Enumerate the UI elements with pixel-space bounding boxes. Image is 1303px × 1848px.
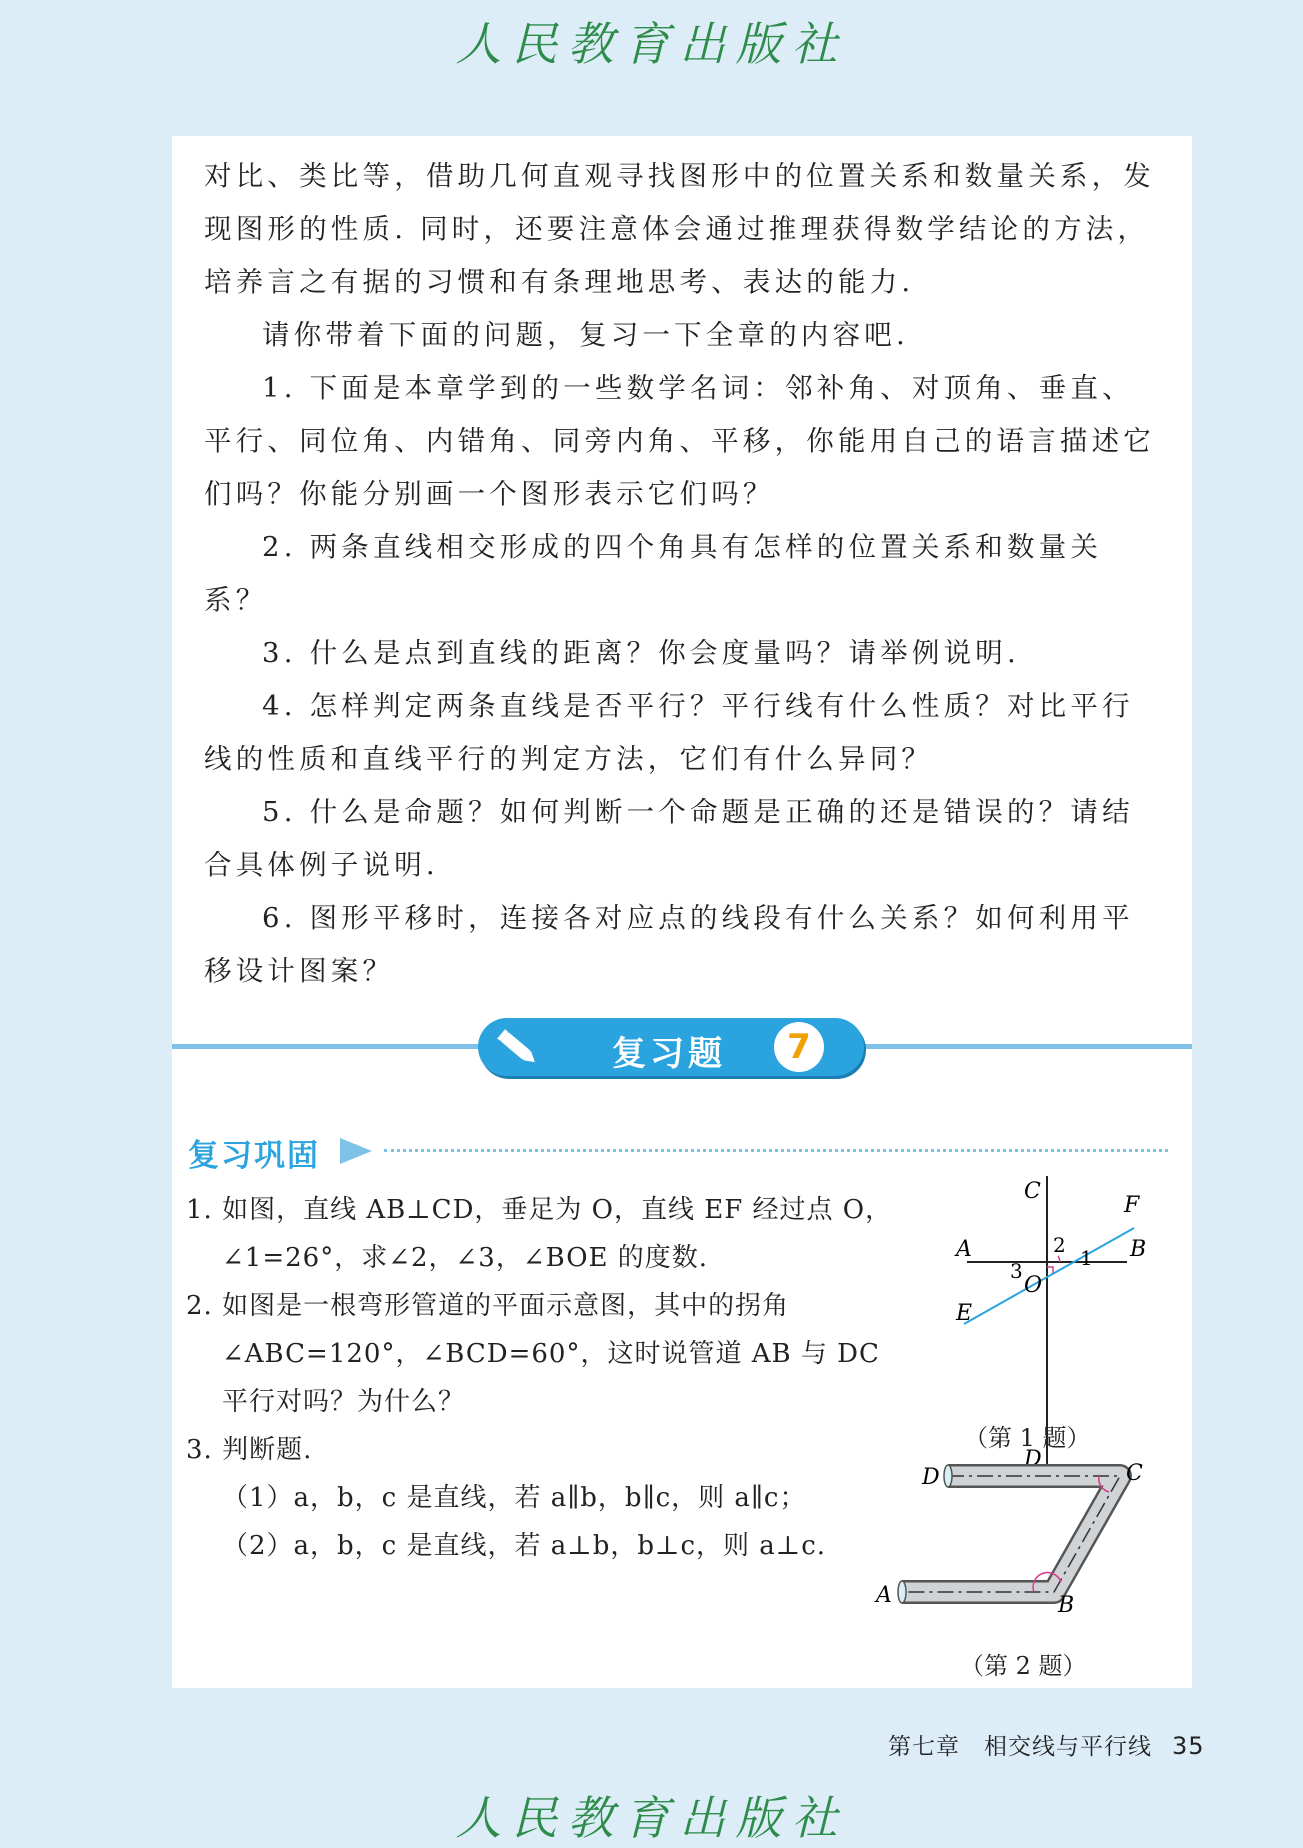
- chapter-title: 第七章 相交线与平行线: [888, 1734, 1152, 1760]
- fig2-label-c: C: [1126, 1461, 1143, 1486]
- exercise-list: [186, 1186, 906, 1570]
- fig1-label-d: D: [1024, 1447, 1042, 1472]
- exercise-3-title: 3. 判断题.: [186, 1435, 313, 1465]
- section-header: [188, 1130, 1188, 1174]
- page-number: 35: [1172, 1732, 1205, 1760]
- exercise-2-line: 2. 如图是一根弯形管道的平面示意图，其中的拐角: [186, 1291, 790, 1321]
- fig1-angle-3: 3: [1010, 1259, 1023, 1283]
- review-question: 2. 两条直线相交形成的四个角具有怎样的位置关系和数量关系？: [204, 531, 1103, 616]
- pencil-icon: [494, 1027, 542, 1069]
- figure-1-caption: （第 1 题）: [964, 1424, 1091, 1452]
- fig2-label-b: B: [1058, 1593, 1075, 1618]
- exercise-2-line: 平行对吗？为什么？: [222, 1387, 466, 1417]
- banner-number: 7: [774, 1022, 824, 1072]
- page-footer: [888, 1728, 1205, 1761]
- figure-2-caption: （第 2 题）: [960, 1652, 1087, 1680]
- exercise-2-line: ∠ABC=120°，∠BCD=60°，这时说管道 AB 与 DC: [222, 1339, 880, 1369]
- exercise-1-line: 1. 如图，直线 AB⊥CD，垂足为 O，直线 EF 经过点 O，: [186, 1195, 893, 1225]
- figure-2-pipe-diagram: [862, 1448, 1143, 1648]
- fig1-label-a: A: [956, 1237, 972, 1262]
- fig2-label-d: D: [922, 1465, 940, 1490]
- intro-paragraph: 对比、类比等，借助几何直观寻找图形中的位置关系和数量关系，发现图形的性质. 同时，还要注意体会通过推理获得数学结论的方法，培养言之有据的习惯和有条理地思考、表达的能力.: [204, 160, 1155, 298]
- publisher-logo-bottom: 人民教育出版社: [455, 1791, 848, 1845]
- review-question: 6. 图形平移时，连接各对应点的线段有什么关系？如何利用平移设计图案？: [204, 902, 1134, 987]
- content-panel: [172, 136, 1192, 1688]
- fig1-label-e: E: [956, 1301, 973, 1326]
- fig1-label-f: F: [1124, 1193, 1140, 1218]
- dotted-rule: [384, 1149, 1168, 1152]
- intro-text: [204, 150, 1164, 998]
- fig1-angle-2: 2: [1053, 1233, 1066, 1257]
- fig1-label-o: O: [1024, 1273, 1043, 1298]
- triangle-arrow-icon: [338, 1136, 374, 1166]
- exercise-3-item: （2）a，b，c 是直线，若 a⊥b，b⊥c，则 a⊥c.: [222, 1531, 827, 1561]
- review-banner: [478, 1018, 864, 1076]
- fig1-angle-1: 1: [1080, 1246, 1093, 1270]
- fig2-label-a: A: [876, 1583, 892, 1608]
- fig1-label-c: C: [1024, 1179, 1041, 1204]
- section-title: 复习巩固: [188, 1138, 320, 1174]
- publisher-logo-top: 人民教育出版社: [455, 17, 848, 71]
- review-question: 4. 怎样判定两条直线是否平行？平行线有什么性质？对比平行线的性质和直线平行的判定方法，它们有什么异同？: [204, 690, 1134, 775]
- review-question: 1. 下面是本章学到的一些数学名词：邻补角、对顶角、垂直、平行、同位角、内错角、同旁内角、平移，你能用自己的语言描述它们吗？你能分别画一个图形表示它们吗？: [204, 372, 1155, 510]
- fig1-label-b: B: [1130, 1237, 1147, 1262]
- exercise-3-item: （1）a，b，c 是直线，若 a∥b，b∥c，则 a∥c；: [222, 1483, 807, 1513]
- review-question: 5. 什么是命题？如何判断一个命题是正确的还是错误的？请结合具体例子说明.: [204, 796, 1134, 881]
- intro-paragraph: 请你带着下面的问题，复习一下全章的内容吧.: [262, 319, 909, 351]
- review-question: 3. 什么是点到直线的距离？你会度量吗？请举例说明.: [262, 637, 1020, 669]
- exercise-1-line: ∠1=26°，求∠2，∠3，∠BOE 的度数.: [222, 1243, 709, 1273]
- banner-title: 复习题: [612, 1034, 726, 1074]
